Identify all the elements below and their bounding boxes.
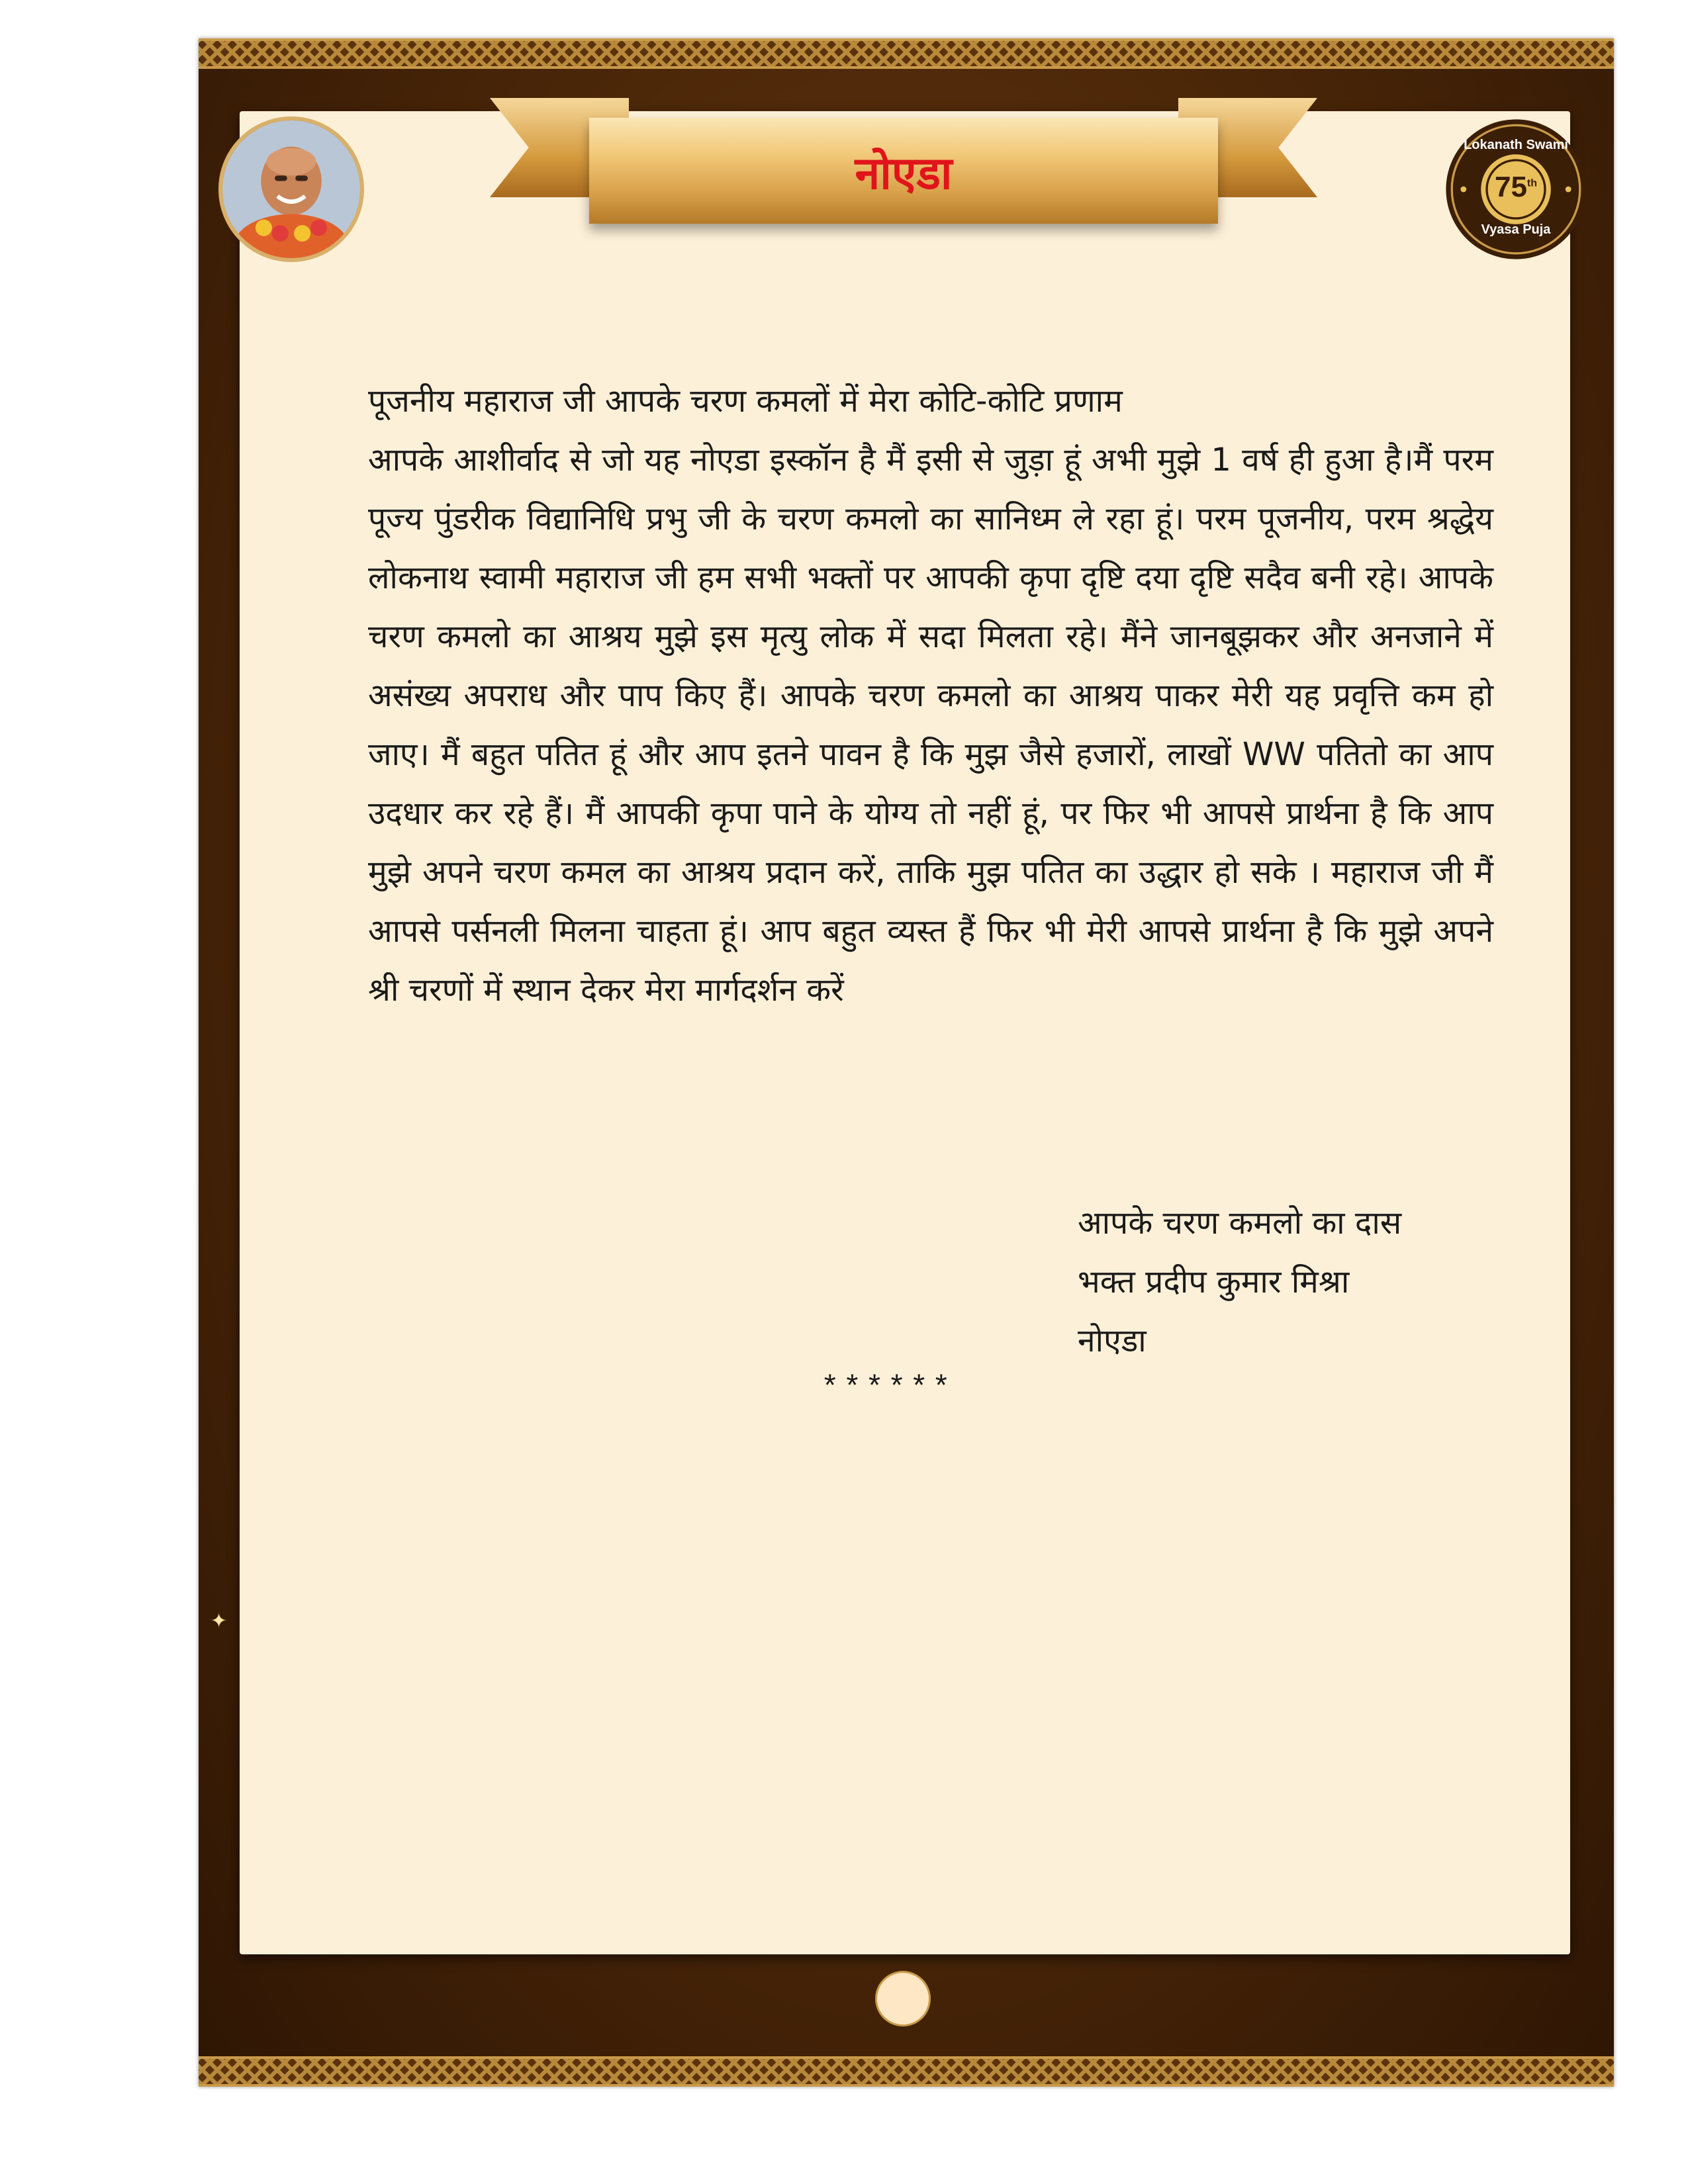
badge-number: 75th bbox=[1494, 171, 1538, 203]
guru-portrait-image bbox=[222, 120, 360, 258]
letter-body bbox=[368, 372, 1493, 1020]
separator-stars: ****** bbox=[821, 1371, 955, 1406]
signature-block bbox=[1078, 1194, 1401, 1371]
signature-line-2: भक्त प्रदीप कुमार मिश्रा bbox=[1078, 1263, 1350, 1300]
signature-line-1: आपके चरण कमलो का दास bbox=[1078, 1205, 1402, 1242]
title-ribbon bbox=[589, 118, 1218, 224]
letter-greeting: पूजनीय महाराज जी आपके चरण कमलों में मेरा कोटि-कोटि प्रणाम bbox=[368, 383, 1123, 420]
letter-paragraph: आपके आशीर्वाद से जो यह नोएडा इस्कॉन है मैं इसी से जुड़ा हूं अभी मुझे 1 वर्ष ही हुआ है।मैं परम पूज्य पुंडरीक विद्यानिधि प्रभु जी के चरण कमलो का सानिध्म ले रहा हूं। परम पूजनीय, परम श्रद्धेय लोकनाथ स्वामी महाराज जी हम सभी भक्तों पर आपकी कृपा दृष्टि दया दृष्टि सदैव बनी रहे। आपके चरण कमलो का आश्रय मुझे इस मृत्यु लोक में सदा मिलता रहे। मैंने जानबूझकर और अनजाने में असंख्य अपराध और पाप किए हैं। आपके चरण कमलो का आश्रय पाकर मेरी यह प्रवृत्ति कम हो जाए। मैं बहुत पतित हूं और आप इतने पावन है कि मुझ जैसे हजारों, लाखों WW पतितो का आप उदधार कर रहे हैं। मैं आपकी कृपा पाने के योग्य तो नहीं हूं, पर फिर भी आपसे प्रार्थना है कि आप मुझे अपने चरण कमल का आश्रय प्रदान करें, ताकि मुझ पतित का उद्धार हो सके । महाराज जी मैं आपसे पर्सनली मिलना चाहता हूं। आप बहुत व्यस्त हैं फिर भी मेरी आपसे प्रार्थना है कि मुझे अपने श्री चरणों में स्थान देकर मेरा मार्गदर्शन करें bbox=[368, 441, 1493, 1009]
vyasa-puja-badge bbox=[1443, 116, 1589, 262]
sparkle-icon: ✦ bbox=[211, 1610, 228, 1633]
decorative-border-top bbox=[199, 38, 1614, 69]
badge-top-text: Lokanath Swami bbox=[1464, 138, 1568, 152]
signature-line-3: नोएडा bbox=[1078, 1322, 1147, 1359]
page-ornament-circle bbox=[875, 1971, 931, 2026]
decorative-border-bottom bbox=[199, 2056, 1614, 2087]
page-title: नोएडा bbox=[855, 147, 953, 200]
badge-bottom-text: Vyasa Puja bbox=[1481, 222, 1551, 237]
avatar bbox=[218, 116, 364, 262]
